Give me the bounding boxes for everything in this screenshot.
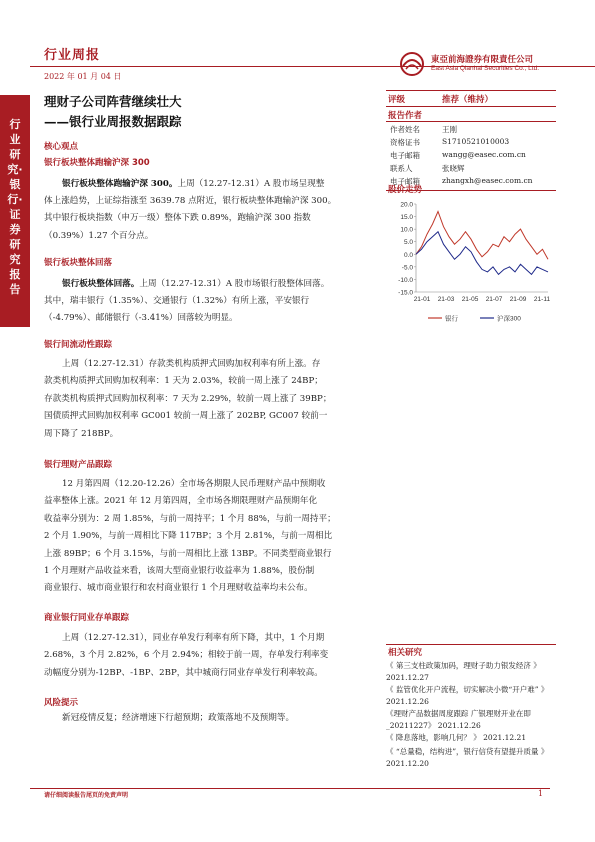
analysts-heading: 报告作者	[388, 111, 423, 121]
trend-heading: 股价走势	[388, 185, 423, 195]
related-item[interactable]: 《 监管优化开户流程，切实解决小微“开户难” 》 2021.12.26	[386, 685, 549, 706]
sidebar-text: 行业研究·银行·证券研究报告	[7, 118, 23, 296]
company-logo	[393, 50, 593, 78]
rating-rule-top	[386, 90, 556, 91]
price-trend-chart	[386, 198, 556, 338]
logo-mark-icon	[397, 51, 427, 77]
rating-rule-bottom	[386, 106, 556, 107]
y-tick-label: 0.0	[403, 251, 413, 259]
section-1-lead: 银行板块整体跑输沪深 300。	[62, 179, 178, 189]
analyst-row: 作者姓名 王刚	[390, 125, 457, 134]
company-name-cn: 東亞前海證券有限責任公司	[431, 55, 534, 65]
chart-legend	[428, 314, 521, 323]
x-tick-label: 21-05	[461, 296, 479, 303]
core-heading: 核心观点	[44, 142, 79, 152]
related-item[interactable]: 《理财产品数据周度跟踪 广银理财开业在即_20211227》 2021.12.26	[386, 709, 531, 730]
section-2-lead: 银行板块整体回落。	[62, 279, 140, 289]
section-5-heading: 商业银行同业存单跟踪	[44, 613, 130, 623]
analyst-row: 电子邮箱 wangg@easec.com.cn	[390, 150, 526, 160]
x-tick-label: 21-07	[485, 296, 503, 303]
analysts-rule	[386, 121, 556, 122]
y-tick-label: 10.0	[400, 226, 413, 234]
related-item[interactable]: 《 降息落地，影响几何？ 》 2021.12.21	[386, 733, 527, 742]
x-tick-label: 21-03	[437, 296, 455, 303]
section-2-heading: 银行板块整体回落	[44, 258, 113, 268]
analyst-row: 联系人 张晓辉	[390, 164, 465, 173]
report-title: 理财子公司阵营继续壮大	[44, 94, 182, 109]
y-tick-label: 20.0	[400, 201, 413, 209]
section-1-heading: 银行板块整体跑输沪深 300	[44, 158, 150, 168]
analyst-row: 电子邮箱 zhangxh@easec.com.cn	[390, 176, 533, 186]
chart-lines	[416, 212, 548, 275]
risk-heading: 风险提示	[44, 698, 79, 708]
related-item[interactable]: 《 第三支柱政策加码，理财子助力银发经济 》 2021.12.27	[386, 661, 541, 682]
related-heading: 相关研究	[388, 648, 423, 658]
section-4-body: 12 月第四周（12.20-12.26）全市场各期限人民币理财产品中预期收 益率整体上涨。2021 年 12 月第四周，全市场各期限理财产品预期年化 收益率分别为：2 周 1.85%，与前一周持平；1 个月 88%，与前一周持平； 2 个月 1.90%，与前一周相比下降 117BP；3 个月 2.81%，与前一周相比 上涨 89BP；6 个月 3.15%，与前一周相比上涨 13BP。不同类型商业银行 1 个月理财产品收益来看，该周大型商业银行收益率为 1.88%，股份制 商业银行、城市商业银行和农村商业银行 1 个月理财收益率均未公布。	[44, 479, 336, 594]
related-rule	[386, 644, 556, 645]
y-tick-label: -5.0	[401, 264, 413, 272]
section-1-body-rest: 体上涨趋势，上证综指涨至 3639.78 点附近，银行板块整体跑输沪深 300。 其中银行板块指数（申万一级）整体下跌 0.89%，跑输沪深 300 指数 （0.39%）1.27 个百分点。	[44, 196, 337, 241]
section-1-body: 银行板块整体跑输沪深 300。上周（12.27-12.31）A 股市场呈现整	[62, 179, 325, 189]
sidebar-banner	[0, 95, 30, 327]
page-number: 1	[538, 789, 544, 798]
legend-label-bank: 银行	[445, 315, 458, 323]
related-item[interactable]: 《 “总量稳，结构进”，银行信贷有望提升质量 》 2021.12.20	[386, 747, 549, 768]
section-3-heading: 银行间流动性跟踪	[44, 340, 113, 350]
report-date: 2022 年 01 月 04 日	[44, 72, 122, 81]
report-subtitle: ——银行业周报数据跟踪	[44, 114, 182, 129]
y-tick-label: 5.0	[403, 239, 413, 247]
section-3-body: 上周（12.27-12.31）存款类机构质押式回购加权利率有所上涨。存 款类机构质押式回购加权利率：1 天为 2.03%，较前一周上涨了 24BP； 存款类机构质押式回购加权利率：7 天为 2.29%，较前一周上涨了 39BP； 国债质押式回购加权利率 GC001 较前一周上涨了 202BP, GC007 较前一 周下降了 218BP。	[44, 359, 332, 439]
company-name-en: East Asia Qianhai Securities Co., Ltd.	[431, 65, 540, 72]
disclaimer-note: 请仔细阅读报告尾页的免责声明	[44, 792, 129, 799]
x-tick-label: 21-01	[413, 296, 431, 303]
y-tick-label: 15.0	[400, 214, 413, 222]
series-line-hs300	[416, 232, 548, 275]
section-5-body: 上周（12.27-12.31），同业存单发行利率有所下降，其中，1 个月期 2.68%，3 个月 2.82%，6 个月 2.94%；相较于前一周，存单发行利率变 动幅度分别为-12BP、-1BP、2BP，其中城商行同业存单发行利率较高。	[44, 633, 329, 678]
section-2-body-rest: 其中，瑞丰银行（1.35%）、交通银行（1.32%）有所上涨，平安银行 （-4.79%）、邮储银行（-3.41%）回落较为明显。	[44, 296, 310, 324]
section-2-body: 银行板块整体回落。上周（12.27-12.31）A 股市场银行股整体回落。	[62, 279, 330, 289]
footer-rule	[30, 788, 550, 789]
report-type: 行业周报	[44, 48, 101, 63]
x-tick-label: 21-09	[509, 296, 527, 303]
legend-label-hs300: 沪深300	[497, 315, 521, 323]
rating-value: 推荐（维持）	[442, 95, 494, 105]
x-tick-label: 21-11	[533, 296, 551, 303]
risk-body: 新冠疫情反复；经济增速下行超预期；政策落地不及预期等。	[62, 713, 295, 723]
series-line-bank	[416, 212, 548, 260]
analyst-row: 资格证书 S1710521010003	[390, 137, 510, 147]
y-tick-label: -15.0	[398, 289, 413, 297]
section-4-heading: 银行理财产品跟踪	[44, 460, 113, 470]
chart-axes	[398, 202, 550, 304]
rating-label: 评级	[388, 95, 406, 105]
y-tick-label: -10.0	[398, 276, 413, 284]
